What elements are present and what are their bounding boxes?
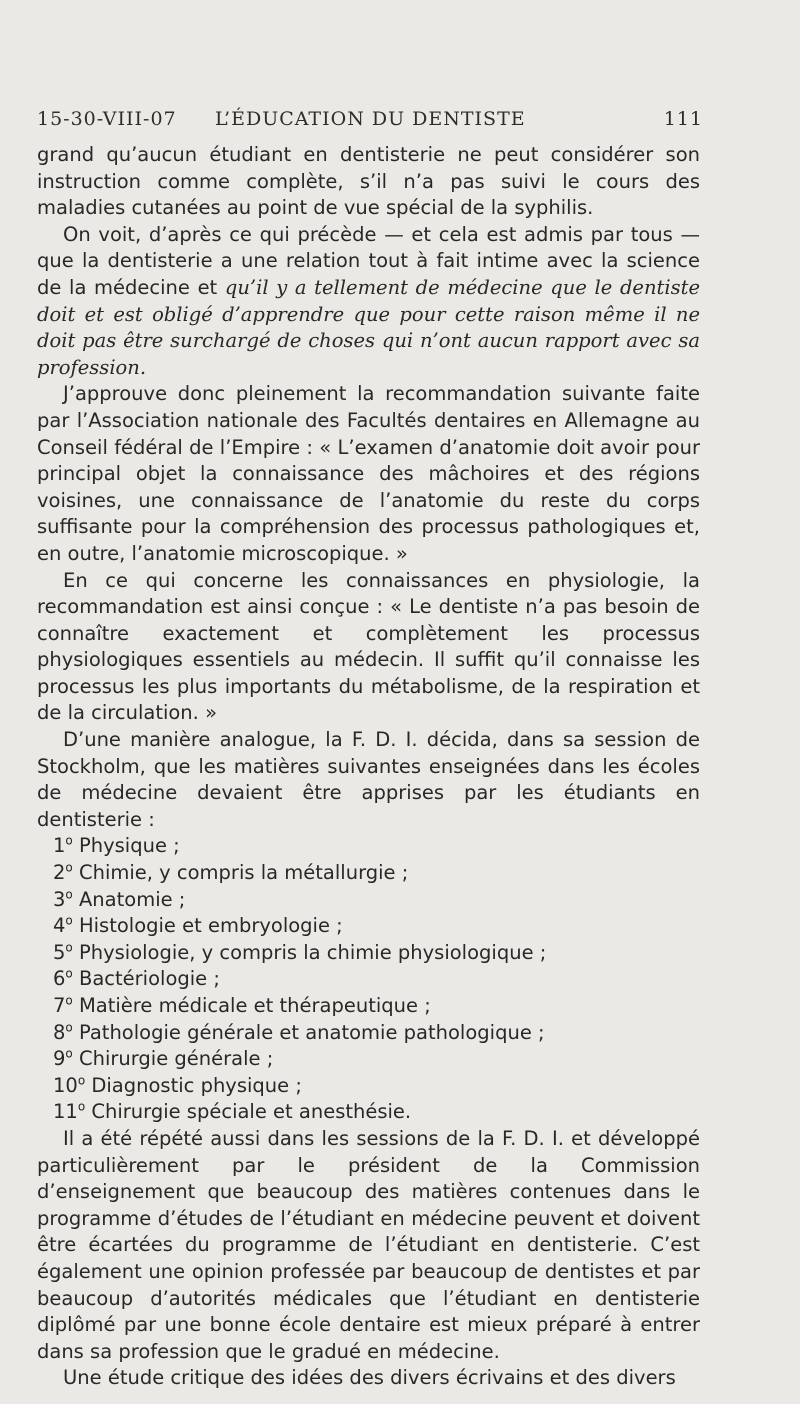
list-item (37, 860, 700, 887)
item-number: 7$^o$ (53, 993, 73, 1017)
paragraph-fdi-stockholm: D’une manière analogue, la F. D. I. décida, dans sa session de Stockholm, que les matières suivantes enseignées dans les écoles de médecine devaient être apprises par les étudiants en dentisterie : (37, 728, 700, 831)
item-label: Physique ; (78, 834, 180, 858)
list-item (37, 993, 700, 1020)
list-item (37, 887, 700, 914)
page-body (37, 142, 700, 1392)
item-number: 9$^o$ (53, 1046, 73, 1071)
header-title: L’ÉDUCATION DU DENTISTE (215, 108, 526, 130)
paragraph-physiology-recommendation: En ce qui concerne les connaissances en physiologie, la recommandation est ainsi conçue : « Le dentiste n’a pas besoin de connaître exactement et complètement les processus physiologiques essentiels au médecin. Il suffit qu’il connaisse les processus les plus importants du métabolisme, de la respiration et de la circulation. » (37, 568, 700, 725)
item-number: 6$^o$ (53, 966, 73, 991)
item-number: 1$^o$ (53, 833, 73, 858)
paragraph-anatomy-recommendation: J’approuve donc pleinement la recommandation suivante faite par l’Association nationale des Facultés dentaires en Allemagne au Conseil fédéral de l’Empire : « L’examen d’anatomie doit avoir pour principal objet la connaissance des mâchoires et des régions voisines, une connaissance de l’anatomie du reste du corps suffisante pour la compréhension des processus pathologiques et, en outre, l’anatomie microscopique. » (37, 382, 700, 565)
subjects-list (37, 833, 700, 1126)
item-number: 5$^o$ (53, 940, 73, 964)
item-number: 10$^o$ (53, 1073, 86, 1097)
list-item (37, 1099, 700, 1126)
item-label: Pathologie générale et anatomie pathologique ; (78, 1020, 545, 1044)
running-header (37, 108, 703, 136)
paragraph-critical-study: Une étude critique des idées des divers écrivains et des divers (63, 1366, 676, 1390)
paragraph-fdi-sessions: Il a été répété aussi dans les sessions de la F. D. I. et développé particulièrement par le président de la Commission d’enseignement que beaucoup des matières contenues dans le programme d’études de l’étudiant en médecine peuvent et doivent être écartées du programme de l’étudiant en dentisterie. C’est également une opinion professée par beaucoup de dentistes et par beaucoup d’autorités médicales que l’étudiant en dentisterie diplômé par une bonne école dentaire est mieux préparé à entrer dans sa profession que le gradué en médecine. (37, 1126, 700, 1363)
paragraph-continuation: grand qu’aucun étudiant en dentisterie ne peut considérer son instruction comme complète, s’il n’a pas suivi le cours des maladies cutanées au point de vue spécial de la syphilis. (37, 143, 700, 220)
list-item (37, 966, 700, 993)
paragraph-dentistry-medicine (37, 222, 700, 382)
item-label: Chimie, y compris la métallurgie ; (78, 861, 409, 885)
header-date: 15-30-VIII-07 (37, 108, 177, 130)
item-label: Bactériologie ; (78, 967, 220, 991)
item-label: Diagnostic physique ; (91, 1073, 302, 1097)
list-item (37, 1073, 700, 1100)
item-number: 4$^o$ (53, 913, 73, 938)
list-item (37, 940, 700, 967)
italic-emphasis: qu’il y a tellement de médecine que le dentiste doit et est obligé d’apprendre que pour cette raison même il ne doit pas être surchargé de choses qui n’ont aucun rapport avec sa profession. (37, 275, 700, 379)
page-number: 111 (663, 108, 703, 130)
item-label: Physiologie, y compris la chimie physiologique ; (78, 940, 547, 964)
item-number: 11$^o$ (53, 1099, 86, 1124)
list-item (37, 1046, 700, 1073)
item-label: Histologie et embryologie ; (78, 914, 343, 938)
item-label: Matière médicale et thérapeutique ; (78, 994, 431, 1017)
list-item (37, 913, 700, 940)
item-number: 3$^o$ (53, 887, 73, 911)
item-label: Chirurgie spéciale et anesthésie. (91, 1100, 412, 1124)
list-item (37, 1020, 700, 1047)
item-label: Anatomie ; (78, 887, 186, 911)
item-number: 8$^o$ (53, 1020, 73, 1044)
item-number: 2$^o$ (53, 860, 73, 885)
paragraph-text: On voit, d’après ce qui précède — et cela est admis par tous — que la dentisterie a une relation tout à fait intime avec la science de la médecine et (37, 222, 700, 299)
list-item (37, 833, 700, 860)
item-label: Chirurgie générale ; (78, 1047, 274, 1071)
